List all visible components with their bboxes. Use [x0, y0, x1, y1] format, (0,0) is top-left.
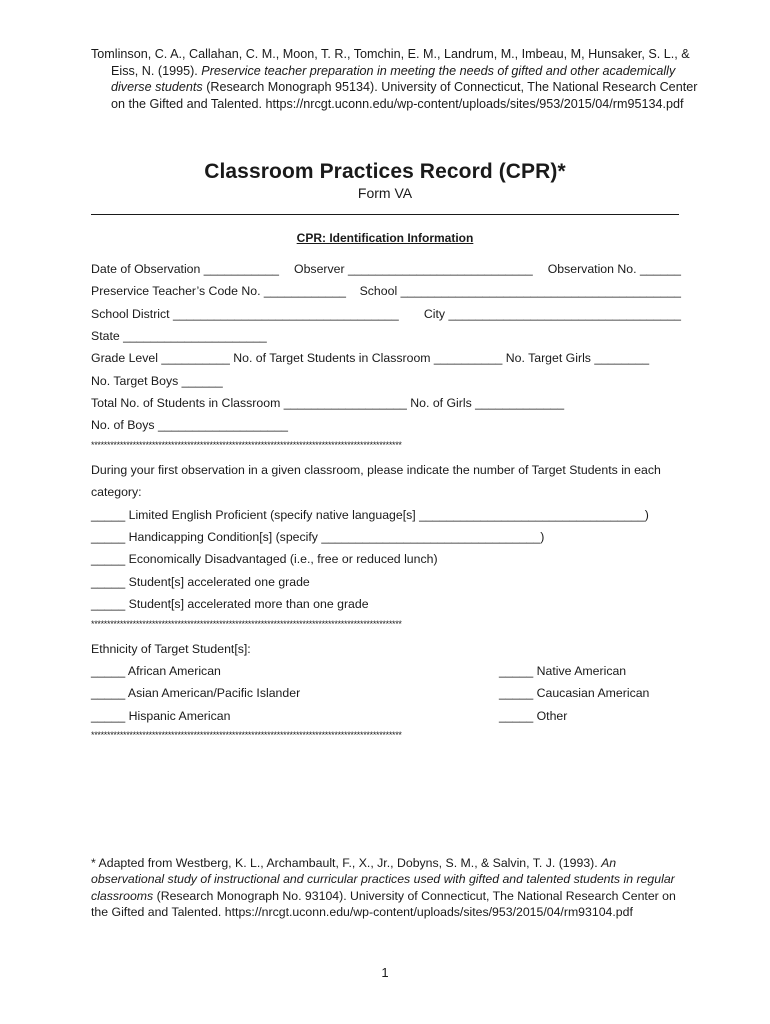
citation-title: Preservice teacher preparation in meeting the needs of gifted and other academically diverse students	[111, 63, 676, 95]
date-of-observation-field[interactable]: Date of Observation ___________	[91, 262, 280, 276]
category-item[interactable]: _____ Student[s] accelerated one grade	[91, 575, 310, 589]
observation-row	[91, 261, 681, 277]
grade-level-field[interactable]: Grade Level __________	[91, 351, 230, 365]
ethnicity-option[interactable]: _____ Native American	[499, 664, 627, 678]
city-field[interactable]: City __________________________________	[423, 307, 681, 321]
observer-field[interactable]: Observer ___________________________	[294, 262, 533, 276]
no-girls-field[interactable]: No. of Girls _____________	[410, 396, 565, 410]
category-item[interactable]: _____ Handicapping Condition[s] (specify ________________________________)	[91, 530, 545, 544]
district-city-row	[91, 306, 681, 322]
ethnicity-option[interactable]: _____ Other	[499, 709, 568, 723]
categories-intro-cont: category:	[91, 485, 142, 499]
footnote-lead: * Adapted from Westberg, K. L., Archambault, F., X., Jr., Dobyns, S. M., & Salvin, T. J. (1993).	[91, 856, 602, 870]
target-girls-field[interactable]: No. Target Girls ________	[505, 351, 650, 365]
separator: *************************************************************************************************	[91, 440, 402, 450]
citation-authors: Tomlinson, C. A., Callahan, C. M., Moon, T. R., Tomchin, E. M., Landrum, M., Imbeau, M, Hunsaker, S. L., & Eiss, N. (1995).	[91, 47, 690, 78]
school-district-field[interactable]: School District _________________________________	[91, 307, 399, 321]
categories-intro: During your first observation in a given classroom, please indicate the number of Target Students in each	[91, 463, 661, 477]
footnote-rest: (Research Monograph No. 93104). University of Connecticut, The National Research Center on the Gifted and Talented. https://nrcgt.uconn.edu/wp-content/uploads/sites/953/2015/04/rm93104.pdf	[91, 888, 676, 920]
category-item[interactable]: _____ Student[s] accelerated more than one grade	[91, 597, 369, 611]
no-boys-field[interactable]: No. of Boys ___________________	[91, 418, 288, 432]
target-boys-field[interactable]: No. Target Boys ______	[91, 374, 223, 388]
ethnicity-option[interactable]: _____ Caucasian American	[499, 686, 650, 700]
ethnicity-heading: Ethnicity of Target Student[s]:	[91, 642, 251, 656]
state-field[interactable]: State _____________________	[91, 329, 267, 343]
separator: *************************************************************************************************	[91, 619, 402, 629]
form-subtitle: Form VA	[357, 185, 413, 201]
separator: *************************************************************************************************	[91, 730, 402, 740]
section-heading: CPR: Identification Information	[296, 231, 474, 245]
target-students-field[interactable]: No. of Target Students in Classroom __________	[233, 351, 503, 365]
category-item[interactable]: _____ Economically Disadvantaged (i.e., free or reduced lunch)	[91, 552, 438, 566]
form-title: Classroom Practices Record (CPR)*	[204, 160, 566, 183]
teacher-code-field[interactable]: Preservice Teacher’s Code No. ____________	[91, 284, 346, 298]
ethnicity-option[interactable]: _____ Asian American/Pacific Islander	[91, 686, 301, 700]
citation-rest: (Research Monograph 95134). University of Connecticut, The National Research Center on the Gifted and Talented. https://nrcgt.uconn.edu/wp-content/uploads/sites/953/2015/04/rm95134.pdf	[111, 80, 698, 111]
citation	[91, 46, 701, 112]
totals-row	[91, 395, 681, 411]
footnote	[91, 855, 681, 921]
observation-no-field[interactable]: Observation No. ______	[547, 262, 681, 276]
page-number: 1	[381, 965, 389, 980]
total-students-field[interactable]: Total No. of Students in Classroom __________________	[91, 396, 407, 410]
category-item[interactable]: _____ Limited English Proficient (specify native language[s] _________________________________)	[91, 508, 649, 522]
title-divider	[91, 214, 679, 215]
ethnicity-option[interactable]: _____ African American	[91, 664, 221, 678]
teacher-school-row	[91, 283, 681, 299]
grade-target-row	[91, 350, 681, 366]
school-field[interactable]: School _________________________________________	[359, 284, 681, 298]
footnote-title: An observational study of instructional and curricular practices used with gifted and talented students in regular classrooms	[91, 856, 675, 903]
ethnicity-option[interactable]: _____ Hispanic American	[91, 709, 231, 723]
